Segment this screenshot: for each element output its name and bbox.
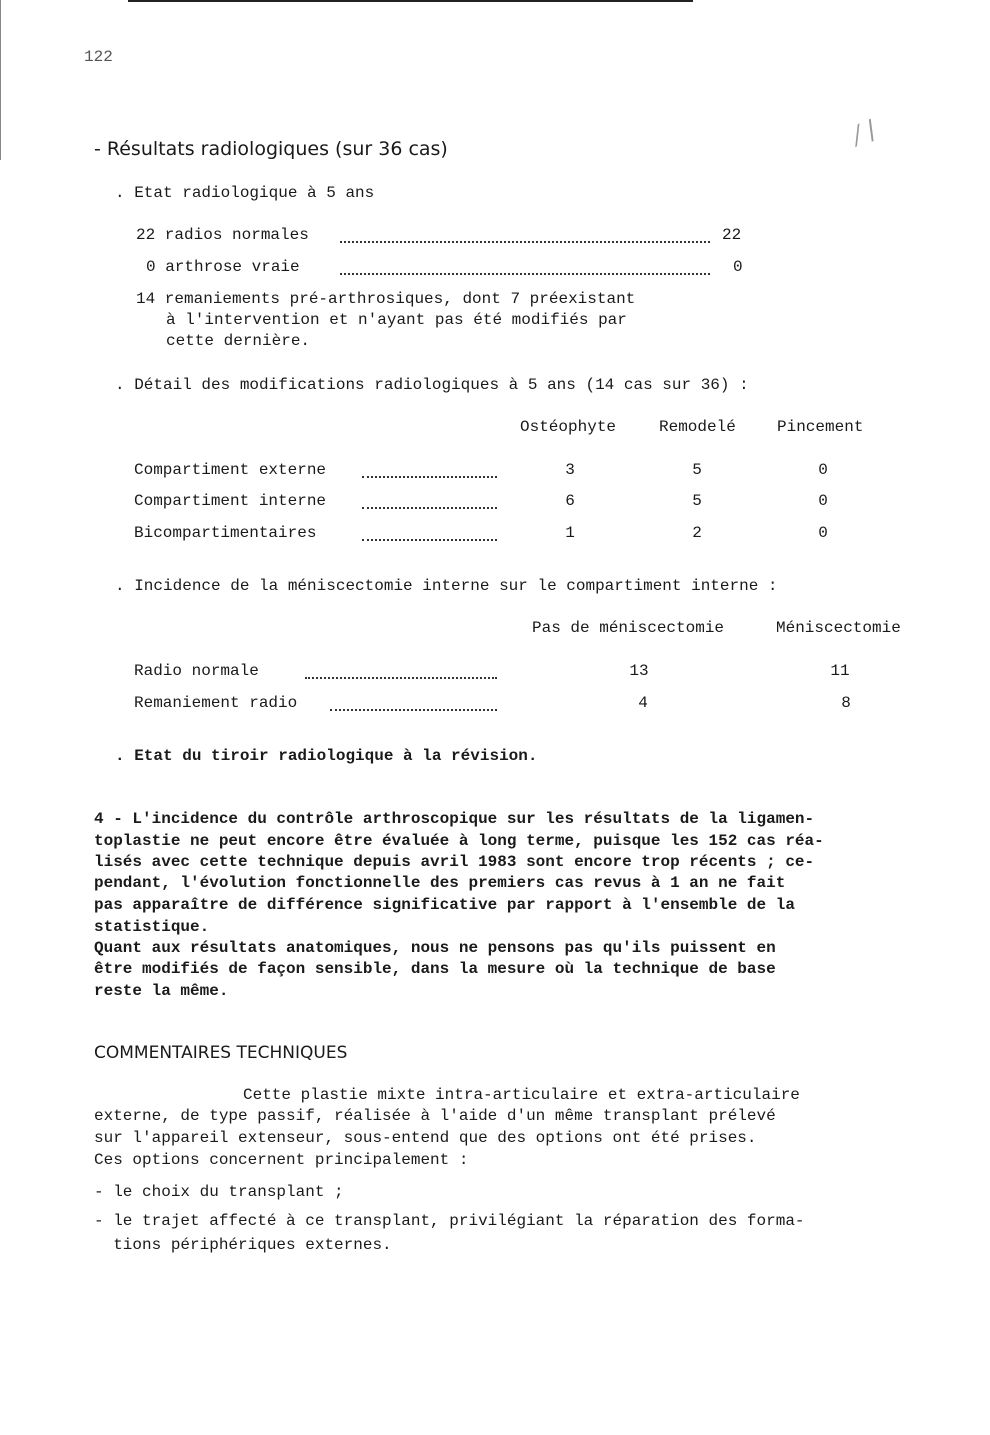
list-item: - le choix du transplant ; [94,1183,344,1201]
incidence-row-label: Radio normale [134,662,259,680]
incidence-col-header: Méniscectomie [776,619,901,637]
etat-line-label: 22 radios normales [136,226,309,244]
pen-mark-icon: ⁄ / [849,114,882,152]
paragraph-line: être modifiés de façon sensible, dans la mesure où la technique de base [94,960,776,978]
detail-cell: 3 [565,461,575,479]
detail-cell: 0 [818,492,828,510]
dot-leader [362,476,497,478]
detail-cell: 6 [565,492,575,510]
detail-col-header: Pincement [777,418,864,436]
paragraph-line: Quant aux résultats anatomiques, nous ne pensons pas qu'ils puissent en [94,939,776,957]
detail-cell: 0 [818,524,828,542]
etat-heading: . Etat radiologique à 5 ans [115,184,375,202]
incidence-row-label: Remaniement radio [134,694,298,712]
detail-col-header: Remodelé [659,418,736,436]
dot-leader [340,241,710,243]
paragraph-line: 4 - L'incidence du contrôle arthroscopique sur les résultats de la ligamen- [94,810,815,828]
tiroir-line: . Etat du tiroir radiologique à la révision. [115,747,538,765]
etat-note-line: 14 remaniements pré-arthrosiques, dont 7 préexistant [136,290,636,308]
list-item: - le trajet affecté à ce transplant, privilégiant la réparation des forma- [94,1212,805,1230]
list-item: tions périphériques externes. [94,1236,392,1254]
top-rule [128,0,693,2]
detail-col-header: Ostéophyte [520,418,617,436]
dot-leader [330,709,497,711]
paragraph-line: Ces options concernent principalement : [94,1151,469,1169]
detail-cell: 5 [692,461,702,479]
incidence-cell: 4 [638,694,648,712]
paragraph-line: sur l'appareil extenseur, sous-entend que des options ont été prises. [94,1129,757,1147]
dot-leader [340,273,710,275]
paragraph-line: pendant, l'évolution fonctionnelle des premiers cas revus à 1 an ne fait [94,874,786,892]
paragraph-line: reste la même. [94,982,229,1000]
etat-note-line: cette dernière. [166,332,311,350]
comments-title: COMMENTAIRES TECHNIQUES [94,1043,348,1063]
etat-line-label: 0 arthrose vraie [146,258,300,276]
page-number: 122 [84,48,113,66]
detail-row-label: Compartiment interne [134,492,327,510]
etat-note-line: à l'intervention et n'ayant pas été modifiés par [166,311,627,329]
dot-leader [362,507,497,509]
etat-line-value: 22 [722,226,742,244]
detail-cell: 1 [565,524,575,542]
incidence-col-header: Pas de méniscectomie [532,619,725,637]
detail-cell: 5 [692,492,702,510]
detail-heading: . Détail des modifications radiologiques à 5 ans (14 cas sur 36) : [115,376,749,394]
paragraph-line: externe, de type passif, réalisée à l'aide d'un même transplant prélevé [94,1107,776,1125]
incidence-cell: 11 [830,662,850,680]
incidence-cell: 8 [841,694,851,712]
incidence-cell: 13 [629,662,649,680]
paragraph-line: Cette plastie mixte intra-articulaire et extra-articulaire [243,1086,800,1104]
dot-leader [305,677,497,679]
paragraph-line: pas apparaître de différence significative par rapport à l'ensemble de la [94,896,795,914]
detail-row-label: Compartiment externe [134,461,327,479]
paragraph-line: toplastie ne peut encore être évaluée à long terme, puisque les 152 cas réa- [94,832,824,850]
incidence-heading: . Incidence de la méniscectomie interne sur le compartiment interne : [115,577,778,595]
paragraph-line: statistique. [94,918,210,936]
detail-cell: 0 [818,461,828,479]
left-margin-rule [0,0,1,160]
section-title: - Résultats radiologiques (sur 36 cas) [94,138,448,160]
detail-row-label: Bicompartimentaires [134,524,317,542]
etat-line-value: 0 [733,258,743,276]
paragraph-line: lisés avec cette technique depuis avril 1983 sont encore trop récents ; ce- [94,853,815,871]
dot-leader [362,539,497,541]
detail-cell: 2 [692,524,702,542]
